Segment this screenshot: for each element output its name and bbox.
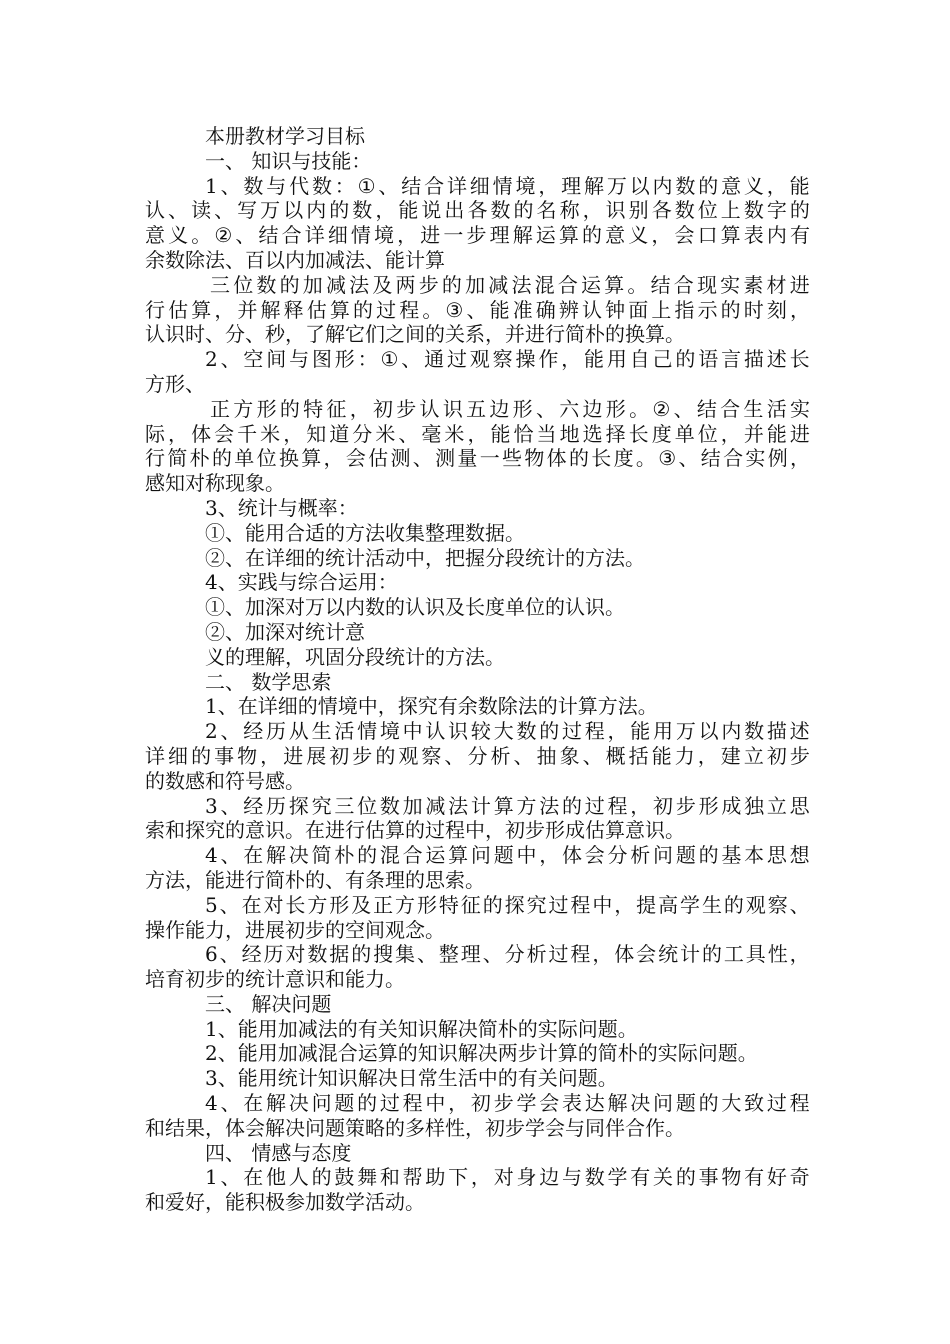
text-line: ①、能用合适的方法收集整理数据。	[205, 520, 525, 545]
text-line: 二、 数学思索	[205, 669, 332, 694]
text-line: 行 简 朴 的 单 位 换 算 ， 会 估 测 、 测 量 一 些 物 体 的 长 度 。 ③ 、 结 合 实 例 ，	[145, 446, 810, 471]
text-line: 索和探究的意识。在进行估算的过程中，初步形成估算意识。	[145, 818, 685, 843]
text-line: ①、加深对万以内数的认识及长度单位的认识。	[205, 595, 625, 620]
text-line: 四、 情感与态度	[205, 1140, 352, 1165]
text-line: 认识时、分、秒，了解它们之间的关系，并进行简朴的换算。	[145, 322, 685, 347]
text-line: 1 、 数 与 代 数 ： ① 、 结 合 详 细 情 境 ， 理 解 万 以 内 数 的 意 义 ， 能	[205, 173, 810, 198]
text-line: 余数除法、百以内加减法、能计算	[145, 247, 445, 272]
text-line: 一、 知识与技能：	[205, 148, 372, 173]
text-line: 1 、 在 他 人 的 鼓 舞 和 帮 助 下 ， 对 身 边 与 数 学 有 关 的 事 物 有 好 奇	[205, 1165, 810, 1190]
document-body	[145, 149, 810, 1215]
text-line: 义的理解，巩固分段统计的方法。	[205, 644, 505, 669]
text-line: 3、能用统计知识解决日常生活中的有关问题。	[205, 1066, 618, 1091]
document-title: 本册教材学习目标	[205, 124, 365, 148]
text-line: 详 细 的 事 物 ， 进 展 初 步 的 观 察 、 分 析 、 抽 象 、 概 括 能 力 ， 建 立 初 步	[145, 743, 810, 768]
text-line: 5 、 在 对 长 方 形 及 正 方 形 特 征 的 探 究 过 程 中 ， 提 高 学 生 的 观 察 、	[205, 892, 810, 917]
text-line: 的数感和符号感。	[145, 768, 305, 793]
text-line: 操作能力，进展初步的空间观念。	[145, 917, 445, 942]
text-line: 6 、 经 历 对 数 据 的 搜 集 、 整 理 、 分 析 过 程 ， 体 会 统 计 的 工 具 性 ，	[205, 942, 810, 967]
document-page	[145, 124, 810, 1215]
text-line: 4、实践与综合运用：	[205, 570, 398, 595]
text-line: 行 估 算 ， 并 解 释 估 算 的 过 程 。 ③ 、 能 准 确 辨 认 钟 面 上 指 示 的 时 刻 ，	[145, 297, 810, 322]
text-line: 认 、 读 、 写 万 以 内 的 数 ， 能 说 出 各 数 的 名 称 ， 识 别 各 数 位 上 数 字 的	[145, 198, 810, 223]
text-line: 方法，能进行简朴的、有条理的思索。	[145, 867, 485, 892]
text-line: 2、能用加减混合运算的知识解决两步计算的简朴的实际问题。	[205, 1041, 758, 1066]
text-line: 和结果，体会解决问题策略的多样性，初步学会与同伴合作。	[145, 1115, 685, 1140]
text-line: 感知对称现象。	[145, 471, 285, 496]
text-line: 4 、 在 解 决 问 题 的 过 程 中 ， 初 步 学 会 表 达 解 决 问 题 的 大 致 过 程	[205, 1091, 810, 1116]
text-line: 3、统计与概率：	[205, 495, 358, 520]
text-line: ②、加深对统计意	[205, 619, 365, 644]
text-line: 2 、 经 历 从 生 活 情 境 中 认 识 较 大 数 的 过 程 ， 能 用 万 以 内 数 描 述	[205, 719, 810, 744]
text-line: 培育初步的统计意识和能力。	[145, 967, 405, 992]
text-line: 2 、 空 间 与 图 形 ： ① 、 通 过 观 察 操 作 ， 能 用 自 己 的 语 言 描 述 长	[205, 347, 810, 372]
text-line: 际 ， 体 会 千 米 ， 知 道 分 米 、 毫 米 ， 能 恰 当 地 选 择 长 度 单 位 ， 并 能 进	[145, 421, 810, 446]
text-line: 1、在详细的情境中，探究有余数除法的计算方法。	[205, 694, 658, 719]
text-line: ②、在详细的统计活动中，把握分段统计的方法。	[205, 545, 645, 570]
text-line: 和爱好，能积极参加数学活动。	[145, 1190, 425, 1215]
text-line: 正 方 形 的 特 征 ， 初 步 认 识 五 边 形 、 六 边 形 。 ② 、 结 合 生 活 实	[210, 396, 810, 421]
text-line: 3 、 经 历 探 究 三 位 数 加 减 法 计 算 方 法 的 过 程 ， 初 步 形 成 独 立 思	[205, 793, 810, 818]
text-line: 方形、	[145, 371, 205, 396]
text-line: 4 、 在 解 决 简 朴 的 混 合 运 算 问 题 中 ， 体 会 分 析 问 题 的 基 本 思 想	[205, 843, 810, 868]
text-line: 1、能用加减法的有关知识解决简朴的实际问题。	[205, 1016, 638, 1041]
text-line: 三 位 数 的 加 减 法 及 两 步 的 加 减 法 混 合 运 算 。 结 合 现 实 素 材 进	[210, 272, 810, 297]
text-line: 三、 解决问题	[205, 991, 332, 1016]
text-line: 意 义 。 ② 、 结 合 详 细 情 境 ， 进 一 步 理 解 运 算 的 意 义 ， 会 口 算 表 内 有	[145, 223, 810, 248]
